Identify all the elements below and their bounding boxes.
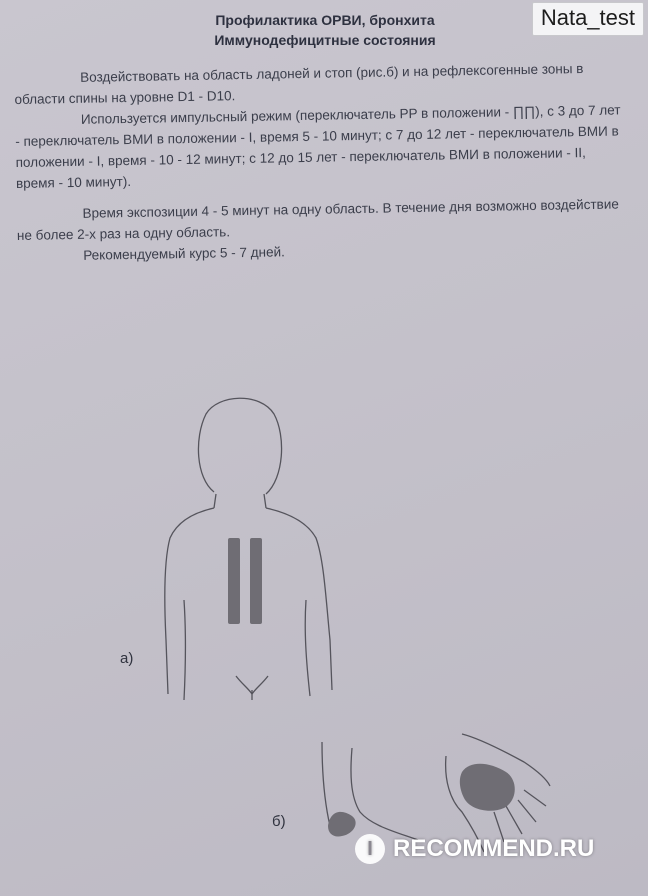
recommend-watermark bbox=[355, 834, 594, 864]
paragraph-exposure: Время экспозиции 4 - 5 минут на одну область. В течение дня возможно воздействие не более 2-х раз на одну область. bbox=[16, 196, 619, 243]
figure-label-b: б) bbox=[272, 813, 286, 830]
page-title: Профилактика ОРВИ, бронхита bbox=[215, 12, 435, 28]
left-spinal-zone bbox=[228, 538, 240, 624]
child-back-figure bbox=[165, 398, 332, 700]
page-subtitle: Иммунодефицитные состояния bbox=[214, 32, 436, 48]
figure-label-a: а) bbox=[120, 650, 134, 667]
palm-zone bbox=[460, 764, 515, 811]
watermark-text: RECOMMEND.RU bbox=[393, 835, 595, 862]
recommend-logo-icon: I bbox=[355, 834, 385, 864]
right-spinal-zone bbox=[250, 538, 262, 624]
paragraph-course: Рекомендуемый курс 5 - 7 дней. bbox=[83, 244, 285, 263]
paragraph-zones: Воздействовать на область ладоней и стоп (рис.б) и на рефлексогенные зоны в области спины на уровне D1 - D10. bbox=[14, 61, 584, 107]
user-tag: Nata_test bbox=[532, 2, 644, 36]
paragraph-mode: Используется импульсный режим (переключатель PP в положении - ∏∏), с 3 до 7 лет - переключатель ВМИ в положении - I, время 5 - 10 минут; с 7 до 12 лет - переключатель ВМИ в положении - I, время - 10 - 12 минут; с 12 до 15 лет - переключатель ВМИ в положении - II, время - 10 минут). bbox=[15, 102, 621, 191]
foot-sole-zone bbox=[328, 812, 356, 837]
